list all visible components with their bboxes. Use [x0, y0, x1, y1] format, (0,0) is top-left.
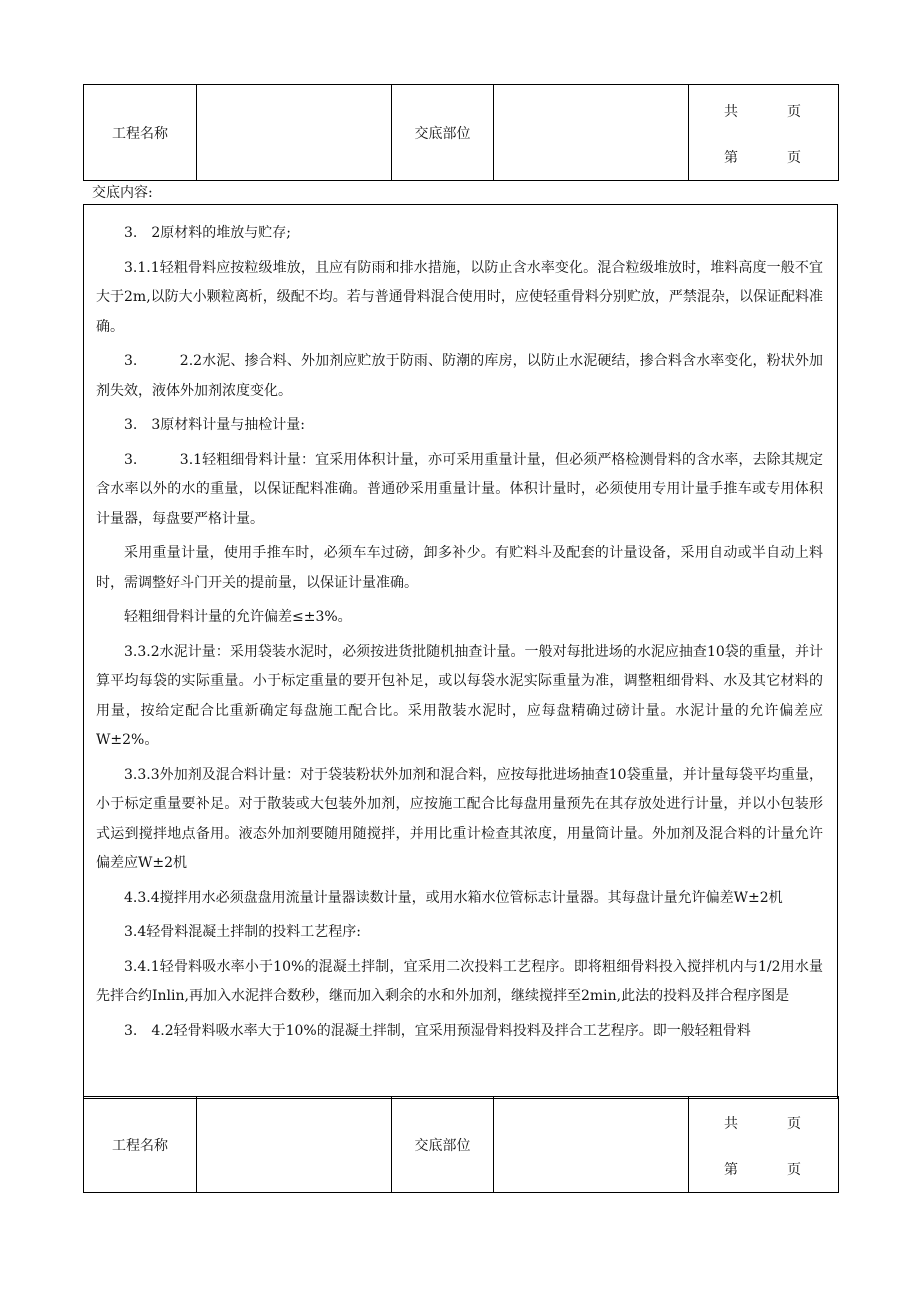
location-label: 交底部位 [392, 1097, 494, 1193]
paragraph: 采用重量计量，使用手推车时，必须车车过磅，卸多补少。有贮料斗及配套的计量设备，采用自动或半自动上料时，需调整好斗门开关的提前量，以保证计量准确。 [96, 545, 823, 591]
location-value [494, 85, 689, 181]
page-label: 第 [724, 150, 738, 166]
content-label: 交底内容: [92, 185, 153, 201]
total-unit: 页 [787, 104, 801, 120]
project-name-value [197, 85, 392, 181]
paragraph: 3. 3.1轻粗细骨料计量：宜采用体积计量，亦可采用重量计量，但必须严格检测骨料的含水率，去除其规定含水率以外的水的重量，以保证配料准确。普通砂采用重量计量。体积计量时，必须使用专用计量手推车或专用体积计量器，每盘要严格计量。 [96, 451, 823, 527]
header-table-top [83, 84, 839, 181]
total-label: 共 [724, 1116, 738, 1132]
content-box [83, 204, 838, 1099]
project-name-value [197, 1097, 392, 1193]
paragraph: 3. 3原材料计量与抽检计量: [124, 417, 305, 433]
page-label: 第 [724, 1162, 738, 1178]
project-name-label: 工程名称 [84, 85, 197, 181]
total-unit: 页 [787, 1116, 801, 1132]
page-count-cell [689, 1097, 839, 1193]
paragraph: 3.4轻骨料混凝土拌制的投料工艺程序: [124, 924, 361, 940]
paragraph: 3. 2原材料的堆放与贮存; [124, 225, 291, 241]
paragraph: 3.4.1轻骨料吸水率小于10%的混凝土拌制，宜采用二次投料工艺程序。即将粗细骨料投入搅拌机内与1/2用水量先拌合约Inlin,再加入水泥拌合数秒，继而加入剩余的水和外加剂，继续搅拌至2min,此法的投料及拌合程序图是 [96, 958, 823, 1004]
location-value [494, 1097, 689, 1193]
paragraph: 3.3.2水泥计量：采用袋装水泥时，必须按进货批随机抽查计量。一般对每批进场的水泥应抽查10袋的重量，并计算平均每袋的实际重量。小于标定重量的要开包补足，或以每袋水泥实际重量为准，调整粗细骨料、水及其它材料的用量，按给定配合比重新确定每盘施工配合比。采用散装水泥时，应每盘精确过磅计量。水泥计量的允许偏差应W±2%。 [96, 643, 823, 748]
paragraph: 3.1.1轻粗骨料应按粒级堆放，且应有防雨和排水措施，以防止含水率变化。混合粒级堆放时，堆料高度一般不宜大于2m,以防大小颗粒离析，级配不均。若与普通骨料混合使用时，应使轻重骨料分别贮放，严禁混杂，以保证配料准确。 [96, 259, 823, 335]
location-label: 交底部位 [392, 85, 494, 181]
project-name-label: 工程名称 [84, 1097, 197, 1193]
header-table-bottom [83, 1096, 839, 1193]
page-count-cell [689, 85, 839, 181]
paragraph: 3. 4.2轻骨料吸水率大于10%的混凝土拌制，宜采用预湿骨料投料及拌合工艺程序。即一般轻粗骨料 [124, 1022, 751, 1039]
paragraph: 3. 2.2水泥、掺合料、外加剂应贮放于防雨、防潮的库房，以防止水泥硬结，掺合料含水率变化，粉状外加剂失效，液体外加剂浓度变化。 [96, 353, 823, 399]
total-label: 共 [724, 104, 738, 120]
paragraph: 3.3.3外加剂及混合料计量：对于袋装粉状外加剂和混合料，应按每批进场抽查10袋重量，并计量每袋平均重量，小于标定重量要补足。对于散装或大包装外加剂，应按施工配合比每盘用量预先在其存放处进行计量，并以小包装形式运到搅拌地点备用。液态外加剂要随用随搅拌，并用比重计检查其浓度，用量筒计量。外加剂及混合料的计量允许偏差应W±2机 [96, 766, 823, 871]
paragraph: 轻粗细骨料计量的允许偏差≤±3%。 [124, 609, 352, 625]
paragraph: 4.3.4搅拌用水必须盘盘用流量计量器读数计量，或用水箱水位管标志计量器。其每盘计量允许偏差W±2机 [124, 889, 783, 906]
page-unit: 页 [787, 150, 801, 166]
content-body [96, 219, 823, 1051]
page-unit: 页 [787, 1162, 801, 1178]
